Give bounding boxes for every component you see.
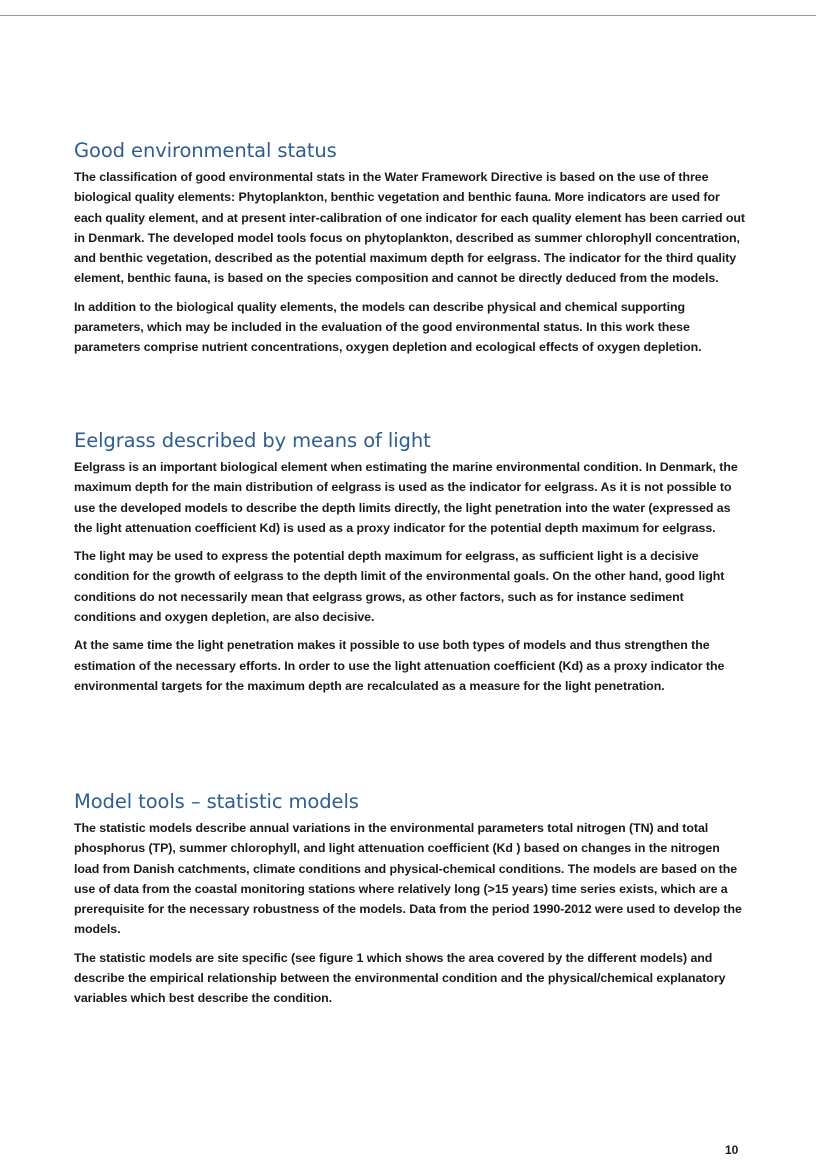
top-rule xyxy=(0,15,816,16)
section-heading: Model tools – statistic models xyxy=(74,790,359,813)
paragraph: The classification of good environmental stats in the Water Framework Directive is based on the use of three biological quality elements: Phytoplankton, benthic vegetation and benthic fauna. More indicators are used for each quality element, and at present inter-calibration of one indicator for each quality element has been carried out in Denmark. The developed model tools focus on phytoplankton, described as summer chlorophyll concentration, and benthic vegetation, described as the potential maximum depth for eelgrass. The indicator for the third quality element, benthic fauna, is based on the species composition and cannot be directly deduced from the models. xyxy=(74,170,745,286)
section-eelgrass-light xyxy=(74,429,746,704)
section-heading: Eelgrass described by means of light xyxy=(74,429,431,452)
page-number: 10 xyxy=(725,1143,739,1157)
section-good-environmental-status xyxy=(74,139,746,366)
section-model-tools-statistic xyxy=(74,790,746,1017)
paragraph: In addition to the biological quality elements, the models can describe physical and chemical supporting parameters, which may be included in the evaluation of the good environmental status. In this work these parameters comprise nutrient concentrations, oxygen depletion and ecological effects of oxygen depletion. xyxy=(74,299,702,355)
paragraph: At the same time the light penetration makes it possible to use both types of models and thus strengthen the estimation of the necessary efforts. In order to use the light attenuation coefficient (Kd) as a proxy indicator the environmental targets for the maximum depth are recalculated as a measure for the light penetration. xyxy=(74,638,725,693)
paragraph: Eelgrass is an important biological element when estimating the marine environmental condition. In Denmark, the maximum depth for the main distribution of eelgrass is used as the indicator for eelgrass. As it is not possible to use the developed models to describe the depth limits directly, the light penetration into the water (expressed as the light attenuation coefficient Kd) is used as a proxy indicator for the potential depth maximum for eelgrass. xyxy=(74,460,738,535)
paragraph: The light may be used to express the potential depth maximum for eelgrass, as sufficient light is a decisive condition for the growth of eelgrass to the depth limit of the environmental goals. On the other hand, good light conditions do not necessarily mean that eelgrass grows, as other factors, such as for instance sediment conditions and oxygen depletion, are also decisive. xyxy=(74,549,725,625)
section-heading: Good environmental status xyxy=(74,139,337,162)
paragraph: The statistic models describe annual variations in the environmental parameters total nitrogen (TN) and total phosphorus (TP), summer chlorophyll, and light attenuation coefficient (Kd ) based on changes in the nitrogen load from Danish catchments, climate conditions and physical-chemical conditions. The models are based on the use of data from the coastal monitoring stations where relatively long (>15 years) time series exists, which are a prerequisite for the necessary robustness of the models. Data from the period 1990-2012 were used to develop the models. xyxy=(74,821,742,937)
paragraph: The statistic models are site specific (see figure 1 which shows the area covered by the different models) and describe the empirical relationship between the environmental condition and the physical/chemical explanatory variables which best describe the condition. xyxy=(74,950,726,1006)
